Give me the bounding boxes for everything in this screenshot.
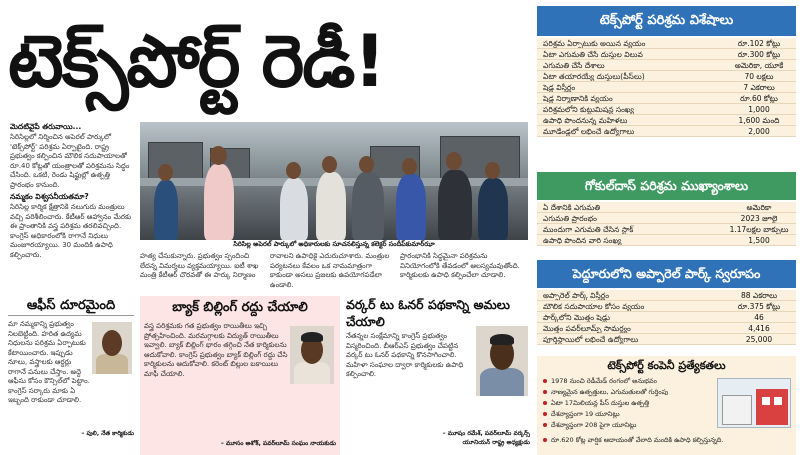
office-heading: ఆఫీస్ దూరమైంది [8, 296, 134, 316]
intro-paragraph: సిరిసిల్లలో నిర్మించిన అపెరల్ పార్కులో 'టెక్స్‌పోర్ట్' పరిశ్రమ ఏర్పాటైంది. రాష్ట్ర ప్రభుత్వం కల్పించిన మౌలిక సదుపాయాలతో రూ.40 కోట్లతో యంత్రాలతో పరిశ్రమను సిద్ధం చేసింది. ఒకటి, రెండు షిఫ్టుల్లో ఉత్పత్తి ప్రారంభం కానుంది. [10, 133, 130, 189]
table-row: ముందుగా ఎగుమతి చేసిన స్టాక్ 1.17లక్షల బాక్సులు [537, 224, 796, 235]
table-row: మొత్తం పవర్‌లూమ్స్ సామర్థ్యం 4,416 [537, 323, 796, 334]
facts-column [537, 6, 796, 455]
middle-paragraph: రావాలని ఉపాధికై ఎదురుచూశారు. మంత్రుల పర్యటనలు కేవలం ఒక నామమాత్రంగా కాకుండా అసలు ప్రజలకు ఉపయోగపడేలా ఉండాలి. [270, 252, 390, 289]
worker-heading: వర్కర్ టు ఓనర్ పథకాన్ని అమలు చేయాలి [346, 297, 510, 329]
table-row: షెడ్ల విస్తీర్ణం 7 ఎకరాలు [537, 82, 796, 93]
section-title-specialties: టెక్స్‌పోర్ట్ కంపెనీ ప్రత్యేకతలు [607, 359, 726, 372]
table-row: మౌలిక సదుపాయాల కోసం వ్యయం రూ.375 కోట్లు [537, 301, 796, 312]
gokuldas-table [537, 202, 796, 246]
list-item: నాణ్యమైన ఉత్పత్తులు, ఎగుమతులతో గుర్తింపు [537, 387, 712, 398]
office-article [8, 296, 134, 455]
section-title-apparel-park: పెద్దూరులోని అప్పారెల్ పార్క్ స్వరూపం [537, 260, 796, 288]
table-row: మూడేండ్లలో లభించే ఉద్యోగాలు 2,000 [537, 126, 796, 137]
portrait-bank [290, 326, 334, 384]
table-row: పూర్తిస్థాయిలో లభించే ఉద్యోగాలు 25,000 [537, 334, 796, 345]
factory-photo [717, 378, 791, 428]
table-row: ఏ దేశానికి ఎగుమతి అమెరికా [537, 202, 796, 213]
worker-article [346, 296, 530, 455]
table-row: ఏటా ఎగుమతి చేసే దుస్తుల విలువ రూ.300 కోట్లు [537, 49, 796, 60]
texport-specialties-panel [537, 356, 796, 455]
bank-text: వస్త్ర పరిశ్రమకు గత ప్రభుత్వం రాయితీలు ఇచ్చి ప్రోత్సహించింది. మరమగ్గాలకు విద్యుత్ రాయితీలు ఇవ్వాలి. బ్యాక్ బిల్లింగ్ భారం తగ్గించి నేత కార్మికులను ఆదుకోవాలి. కాంగ్రెస్ ప్రభుత్వం బ్యాక్ బిల్లింగ్ రద్దు చేసి కార్మికులను ఆదుకోవాలి. కరెంట్ బిల్లుల బకాయిలు మాఫీ చేయాలి. [144, 322, 288, 378]
table-row: ఉపాధి పొందిన వారి సంఖ్య 1,500 [537, 235, 796, 246]
intro-lead: మెదటివైపే తరువాయి... [10, 122, 82, 131]
table-row: పార్క్‌లోని మొత్తం షెడ్లు 46 [537, 312, 796, 323]
sub-heading: నమ్మకం విశ్వసనీయతమా? [10, 192, 89, 201]
specialties-list [537, 376, 712, 431]
portrait-worker [476, 326, 528, 396]
texport-table [537, 38, 796, 137]
section-title-texport: టెక్స్‌పోర్ట్ పరిశ్రమ విశేషాలు [537, 6, 796, 36]
list-item: దేశవ్యాప్తంగా 208 పైగా యూనిట్లు [537, 420, 712, 431]
list-item: దేశవ్యాప్తంగా 19 యూనిట్లు [537, 409, 712, 420]
worker-signature: – మూషం రమేశ్, పవర్‌లూమ్ వర్కర్స్ [442, 430, 530, 437]
table-row: ఏటా తయారయ్యే దుస్తులు(పీస్‌లు) 70 లక్షలు [537, 71, 796, 82]
table-row: అప్పారెల్ పార్క్ విస్తీర్ణం 88 ఎకరాలు [537, 290, 796, 301]
section-title-gokuldas: గోకుల్‌దాస్ పరిశ్రమ ముఖ్యాంశాలు [537, 172, 796, 200]
portrait-office [92, 322, 132, 374]
bank-signature: – మూసం అశోక్, పవర్‌లూమ్ సంఘం నాయకుడు [220, 440, 336, 447]
list-item: 1978 నుంచి రెడీమేడ్ రంగంలో అనుభవం [537, 376, 712, 387]
table-row: షెడ్ల నిర్మాణానికి వ్యయం రూ.60 కోట్లు [537, 93, 796, 104]
bank-article [140, 296, 340, 455]
headline: టెక్స్‌పోర్ట్ రెడీ! [8, 19, 385, 103]
table-row: పరిశ్రమ ఏర్పాటుకు అయిన వ్యయం రూ.102 కోట్లు [537, 38, 796, 49]
bank-heading: బ్యాక్ బిల్లింగ్ రద్దు చేయాలి [172, 300, 308, 315]
photo-caption: సిరిసిల్ల అపెరల్ పార్కులో అధికారులకు సూచనలిస్తున్న కలెక్టర్ సందీప్‌కుమార్‌ఝా [233, 240, 435, 248]
table-row: పరిశ్రమలోని కుట్టుమిషన్ల సంఖ్య 1,000 [537, 104, 796, 115]
table-row: ఎగుమతి చేసే దేశాలు అమెరికా, యూకే [537, 60, 796, 71]
office-text: మా నమ్మకాన్ని ప్రభుత్వం నిలబెట్టింది. హరిత ఉద్యమ నిధులను పరిశ్రమ ఏర్పాటుకు కేటాయించారు. ఇప్పుడు నూలు, వస్త్రాలకు ఆర్డర్లు రాగానే పనులు చేస్తాం. అద్దె ఆఫీసు కోసం కౌన్సిల్‌లో పెట్టాం. కాంగ్రెస్ సర్కారు మాకు ఏ ఇబ్బంది రాకుండా చూడాలి. [8, 320, 90, 404]
middle-paragraph: ప్రారంభానికి సిద్ధమైనా పరిశ్రమను వినియోగంలోకి తేవడంలో ఆలస్యమవుతోంది. కార్మికులకు ఉపాధి కల్పించేలా చూడాలి. [400, 252, 520, 279]
middle-paragraph: హత్య చేసుకున్నారు. ప్రభుత్వం స్పందించి లేదన్న విమర్శలు వ్యక్తమయ్యాయి. ఐటీ శాఖ మంత్రి కేటీఆర్ చొరవతో ఈ పార్కు నిర్మాణం [140, 252, 259, 279]
office-signature: – పులి, నేత కార్మికుడు [81, 430, 134, 437]
sub-paragraph: సిరిసిల్ల కార్మిక క్షేత్రానికి నలుగురు మంత్రులు వచ్చి పరిశీలించారు. కేటీఆర్ ఆహ్వానం మేరకు ఈ ప్రాంతానికి వస్త్ర పరిశ్రమ తరలివచ్చింది. కాంగ్రెస్ అధికారంలోకి రాగానే నిధులు మంజూరయ్యాయి. 30 మందికి ఉపాధి కల్పించారు. [10, 203, 132, 259]
table-row: ఉపాధి పొందనున్న మహిళలు 1,600 మంది [537, 115, 796, 126]
main-photo [140, 122, 528, 240]
table-row: ఎగుమతి ప్రారంభం 2023 జూలై [537, 213, 796, 224]
worker-signature-role: యూనియన్ రాష్ట్ర అధ్యక్షుడు [462, 439, 530, 446]
worker-text: నేతన్నల సంక్షేమాన్ని కాంగ్రెస్ ప్రభుత్వం విస్మరించింది. బీఆర్‌ఎస్ ప్రభుత్వం చేపట్టిన వర్కర్ టు ఓనర్ పథకాన్ని కొనసాగించాలి. మహిళా సంఘాల ద్వారా కార్మికులకు ఉపాధి కల్పించాలి. [346, 332, 464, 378]
specialties-last-line: రూ.620 కోట్ల వార్షిక ఆదాయంతో వేలాది మందికి ఉపాధి కల్పిస్తున్నది. [537, 435, 796, 446]
apparel-park-table [537, 290, 796, 345]
list-item: ఏటా 17మిలియన్ల పీస్ దుస్తుల ఉత్పత్తి [537, 398, 712, 409]
